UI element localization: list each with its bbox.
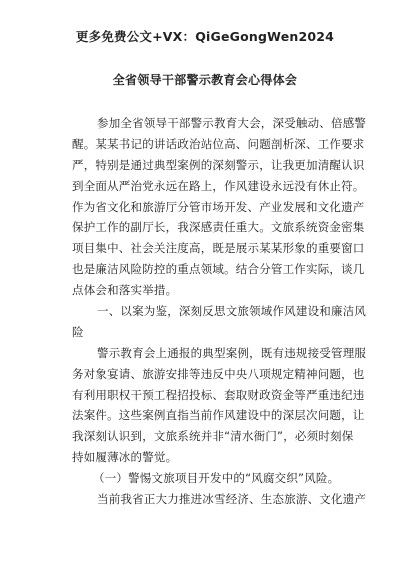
paragraph-line: 务对象宴请、旅游安排等违反中央八项规定精神问题，也 <box>72 366 365 381</box>
subsection-heading-line: （一）警惕文旅项目开发中的“风腐交织”风险。 <box>93 471 340 486</box>
document-body <box>72 113 367 510</box>
paragraph-line: 严，特别是通过典型案例的深刻警示，让我更加清醒认识 <box>72 157 365 172</box>
paragraph-line: 持如履薄冰的警觉。 <box>72 450 178 465</box>
paragraph-line: 参加全省领导干部警示教育大会，深受触动、倍感警 <box>97 116 367 130</box>
paragraph-line: 当前我省正大力推进冰雪经济、生态旅游、文化遗产 <box>97 492 367 507</box>
section-heading-line: 险 <box>72 324 84 339</box>
paragraph-line: 醒。某某书记的讲话政治站位高、问题剖析深、工作要求 <box>72 136 365 151</box>
paragraph-line: 项目集中、社会关注度高，既是展示某某形象的重要窗口 <box>72 241 365 256</box>
paragraph-line: 法案件。这些案例直指当前作风建设中的深层次问题，让 <box>72 408 365 423</box>
document-title: 全省领导干部警示教育会心得体会 <box>112 73 298 87</box>
paragraph-line: 点体会和落实举措。 <box>72 283 178 298</box>
paragraph-line: 到全面从严治党永远在路上，作风建设永远没有休止符。 <box>72 178 365 193</box>
paragraph-line: 保护工作的副厅长，我深感责任重大。文旅系统资金密集 <box>72 220 365 235</box>
paragraph-line: 有利用职权干预工程招投标、套取财政资金等严重违纪违 <box>72 387 365 402</box>
paragraph-line: 作为省文化和旅游厅分管市场开发、产业发展和文化遗产 <box>72 199 365 214</box>
paragraph-line: 也是廉洁风险防控的重点领域。结合分管工作实际，谈几 <box>72 262 365 277</box>
watermark-text: 更多免费公文+VX：QiGeGongWen2024 <box>75 29 335 44</box>
paragraph-line: 警示教育会上通报的典型案例，既有违规接受管理服 <box>97 345 367 360</box>
section-heading-line: 一、以案为鉴，深刻反思文旅领域作风建设和廉洁风 <box>97 304 367 319</box>
paragraph-line: 我深刻认识到，文旅系统并非“清水衙门”，必须时刻保 <box>72 429 354 444</box>
